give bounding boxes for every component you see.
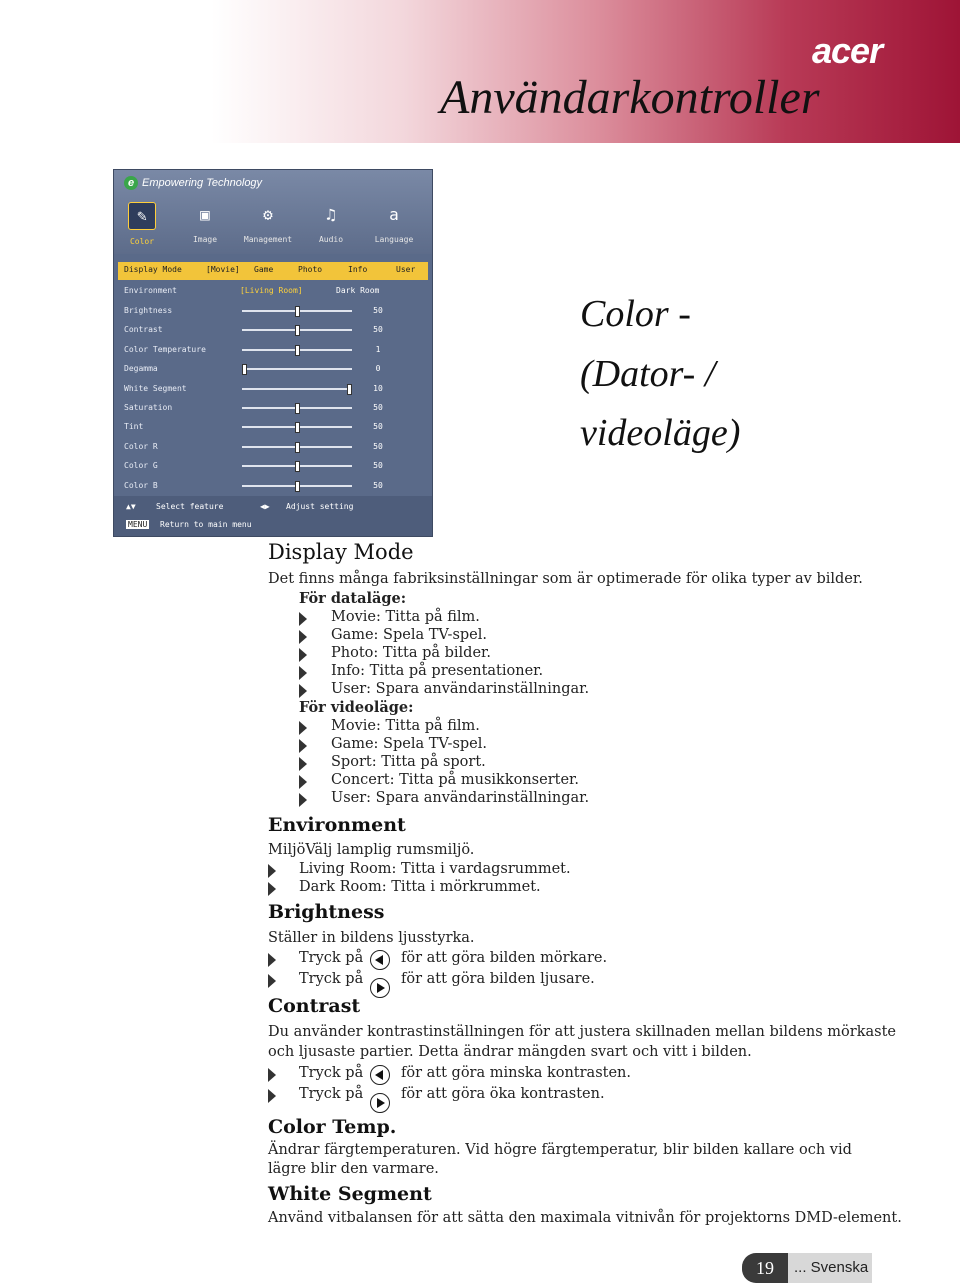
- setting-label: Tint: [124, 422, 144, 432]
- setting-row-brightness[interactable]: [124, 304, 424, 320]
- bullet-arrow-icon: [299, 612, 307, 626]
- side-title-line-2: (Dator- /: [580, 353, 716, 395]
- right-arrow-button-icon: [370, 1093, 390, 1113]
- setting-label: White Segment: [124, 383, 187, 393]
- setting-value: 0: [375, 364, 381, 374]
- osd-tabs: [114, 200, 432, 254]
- slider-knob[interactable]: [295, 306, 300, 317]
- language-tab-icon: a: [389, 205, 399, 224]
- brightness-intro: Ställer in bildens ljusstyrka.: [268, 930, 475, 946]
- tab-language[interactable]: [366, 200, 422, 252]
- brightness-right-text: för att göra bilden ljusare.: [401, 971, 595, 987]
- setting-label: Degamma: [124, 364, 158, 374]
- list-item: User: Spara användarinställningar.: [331, 790, 590, 806]
- color-temp-line-2: lägre blir den varmare.: [268, 1161, 439, 1177]
- osd-header: [114, 170, 432, 254]
- setting-value: 50: [373, 441, 383, 451]
- slider-knob[interactable]: [295, 461, 300, 472]
- setting-value: 10: [373, 383, 383, 393]
- slider-knob[interactable]: [347, 384, 352, 395]
- bullet-arrow-icon: [299, 666, 307, 680]
- environment-intro: MiljöVälj lamplig rumsmiljö.: [268, 842, 475, 858]
- setting-slider[interactable]: [242, 310, 352, 312]
- bullet-arrow-icon: [299, 793, 307, 807]
- setting-label: Color Temperature: [124, 344, 206, 354]
- setting-value: 1: [375, 344, 381, 354]
- setting-row-contrast[interactable]: [124, 323, 424, 339]
- setting-slider[interactable]: [242, 446, 352, 448]
- environment-row[interactable]: [124, 284, 424, 300]
- environment-option-living-room[interactable]: [Living Room]: [240, 286, 303, 295]
- slider-knob[interactable]: [295, 325, 300, 336]
- environment-option-dark-room[interactable]: Dark Room: [336, 286, 380, 295]
- updown-arrows-icon: ▲▼: [126, 502, 136, 511]
- bullet-arrow-icon: [268, 974, 276, 988]
- tab-label: Color: [129, 237, 155, 246]
- computer-mode-label: För dataläge:: [299, 590, 407, 607]
- setting-row-color-g[interactable]: [124, 459, 424, 475]
- setting-row-color-b[interactable]: [124, 479, 424, 495]
- tab-label: Audio: [318, 235, 344, 244]
- display-mode-option-info[interactable]: Info: [348, 265, 368, 274]
- left-arrow-button-icon: [370, 1065, 390, 1085]
- osd-brand-text: Empowering Technology: [142, 177, 263, 189]
- list-item: Movie: Titta på film.: [331, 609, 480, 625]
- brightness-press-label: Tryck på: [299, 950, 364, 966]
- bullet-arrow-icon: [268, 953, 276, 967]
- bullet-arrow-icon: [299, 739, 307, 753]
- brightness-left-text: för att göra bilden mörkare.: [401, 950, 608, 966]
- contrast-intro-1: Du använder kontrastinställningen för att justera skillnaden mellan bildens mörkaste: [268, 1024, 896, 1040]
- setting-label: Color G: [124, 461, 158, 471]
- setting-slider[interactable]: [242, 388, 352, 390]
- color-tab-icon: ✎: [128, 202, 156, 230]
- tab-color[interactable]: [114, 200, 170, 252]
- bullet-arrow-icon: [299, 630, 307, 644]
- display-mode-option-movie[interactable]: [Movie]: [206, 265, 240, 274]
- color-temp-heading: Color Temp.: [268, 1116, 397, 1138]
- setting-label: Contrast: [124, 325, 163, 335]
- left-arrow-button-icon: [370, 950, 390, 970]
- white-segment-heading: White Segment: [268, 1183, 432, 1205]
- white-segment-text: Använd vitbalansen för att sätta den maximala vitnivån för projektorns DMD-element.: [268, 1210, 902, 1226]
- image-tab-icon: ▣: [200, 205, 210, 224]
- list-item: Game: Spela TV-spel.: [331, 736, 488, 752]
- display-mode-option-user[interactable]: User: [396, 265, 416, 274]
- language-label: ... Svenska: [794, 1259, 869, 1276]
- page-title: Användarkontroller: [440, 71, 820, 124]
- display-mode-heading: Display Mode: [268, 540, 414, 564]
- tab-audio[interactable]: [303, 200, 359, 252]
- contrast-left-text: för att göra minska kontrasten.: [401, 1065, 632, 1081]
- setting-value: 50: [373, 480, 383, 490]
- list-item: Photo: Titta på bilder.: [331, 645, 491, 661]
- setting-slider[interactable]: [242, 465, 352, 467]
- environment-label: Environment: [124, 286, 177, 295]
- side-title-line-3: videoläge): [580, 412, 741, 454]
- setting-value: 50: [373, 325, 383, 335]
- bullet-arrow-icon: [268, 1089, 276, 1103]
- osd-footer: [114, 496, 432, 536]
- bullet-arrow-icon: [299, 757, 307, 771]
- setting-row-tint[interactable]: [124, 420, 424, 436]
- page-number: 19: [742, 1253, 788, 1283]
- list-item: Game: Spela TV-spel.: [331, 627, 488, 643]
- list-item: Concert: Titta på musikkonserter.: [331, 772, 579, 788]
- adjust-setting-hint: Adjust setting: [286, 502, 354, 511]
- setting-label: Color R: [124, 441, 158, 451]
- osd-brand: [124, 176, 262, 190]
- contrast-heading: Contrast: [268, 995, 361, 1017]
- bullet-arrow-icon: [299, 684, 307, 698]
- contrast-right-text: för att göra öka kontrasten.: [401, 1086, 605, 1102]
- setting-row-degamma[interactable]: [124, 362, 424, 378]
- setting-value: 50: [373, 422, 383, 432]
- management-tab-icon: ⚙: [263, 205, 273, 224]
- right-arrow-button-icon: [370, 978, 390, 998]
- display-mode-option-game[interactable]: Game: [254, 265, 274, 274]
- tab-image[interactable]: [177, 200, 233, 252]
- tab-label: Management: [243, 235, 293, 244]
- contrast-intro-2: och ljusaste partier. Detta ändrar mängden svart och vitt i bilden.: [268, 1044, 752, 1060]
- bullet-arrow-icon: [268, 1068, 276, 1082]
- tab-label: Language: [374, 235, 414, 244]
- setting-label: Saturation: [124, 403, 173, 412]
- contrast-press-label: Tryck på: [299, 1086, 364, 1102]
- leftright-arrows-icon: ◀▶: [260, 502, 270, 511]
- setting-slider[interactable]: [242, 329, 352, 331]
- video-mode-label: För videoläge:: [299, 699, 414, 716]
- bullet-arrow-icon: [299, 648, 307, 662]
- slider-knob[interactable]: [295, 403, 300, 414]
- setting-slider[interactable]: [242, 426, 352, 428]
- setting-row-color-temperature[interactable]: [124, 343, 424, 359]
- slider-knob[interactable]: [295, 345, 300, 356]
- bullet-arrow-icon: [299, 775, 307, 789]
- menu-key-icon: MENU: [128, 520, 148, 529]
- bullet-arrow-icon: [268, 864, 276, 878]
- contrast-press-label: Tryck på: [299, 1065, 364, 1081]
- setting-label: Brightness: [124, 306, 173, 315]
- page-footer: [742, 1253, 872, 1283]
- list-item: User: Spara användarinställningar.: [331, 681, 590, 697]
- display-mode-row[interactable]: [118, 262, 428, 280]
- tab-label: Image: [192, 235, 218, 244]
- setting-row-color-r[interactable]: [124, 440, 424, 456]
- side-title-line-1: Color -: [580, 293, 691, 335]
- tab-management[interactable]: [240, 200, 296, 252]
- slider-knob[interactable]: [242, 364, 247, 375]
- setting-value: 50: [373, 461, 383, 471]
- list-item: Dark Room: Titta i mörkrummet.: [299, 879, 541, 895]
- bullet-arrow-icon: [299, 721, 307, 735]
- list-item: Sport: Titta på sport.: [331, 754, 486, 770]
- list-item: Info: Titta på presentationer.: [331, 663, 544, 679]
- setting-slider[interactable]: [242, 368, 352, 370]
- display-mode-option-photo[interactable]: Photo: [298, 265, 323, 274]
- slider-knob[interactable]: [295, 422, 300, 433]
- setting-value: 50: [373, 403, 383, 412]
- audio-tab-icon: ♫: [326, 205, 336, 224]
- osd-menu: [113, 169, 433, 537]
- return-hint: Return to main menu: [160, 520, 252, 529]
- setting-slider[interactable]: [242, 485, 352, 487]
- setting-value: 50: [373, 306, 383, 315]
- list-item: Living Room: Titta i vardagsrummet.: [299, 861, 571, 877]
- slider-knob[interactable]: [295, 442, 300, 453]
- setting-label: Color B: [124, 480, 158, 490]
- setting-slider[interactable]: [242, 349, 352, 351]
- brightness-heading: Brightness: [268, 901, 385, 923]
- empowering-e-icon: e: [124, 176, 138, 190]
- bullet-arrow-icon: [268, 882, 276, 896]
- display-mode-label: Display Mode: [124, 265, 182, 274]
- select-feature-hint: Select feature: [156, 502, 224, 511]
- environment-heading: Environment: [268, 814, 406, 836]
- color-temp-line-1: Ändrar färgtemperaturen. Vid högre färgtemperatur, blir bilden kallare och vid: [268, 1142, 852, 1158]
- list-item: Movie: Titta på film.: [331, 718, 480, 734]
- setting-row-saturation[interactable]: [124, 401, 424, 417]
- display-mode-intro: Det finns många fabriksinställningar som är optimerade för olika typer av bilder.: [268, 571, 863, 587]
- slider-knob[interactable]: [295, 481, 300, 492]
- setting-slider[interactable]: [242, 407, 352, 409]
- brightness-press-label: Tryck på: [299, 971, 364, 987]
- setting-row-white-segment[interactable]: [124, 382, 424, 398]
- acer-logo: acer: [812, 30, 883, 71]
